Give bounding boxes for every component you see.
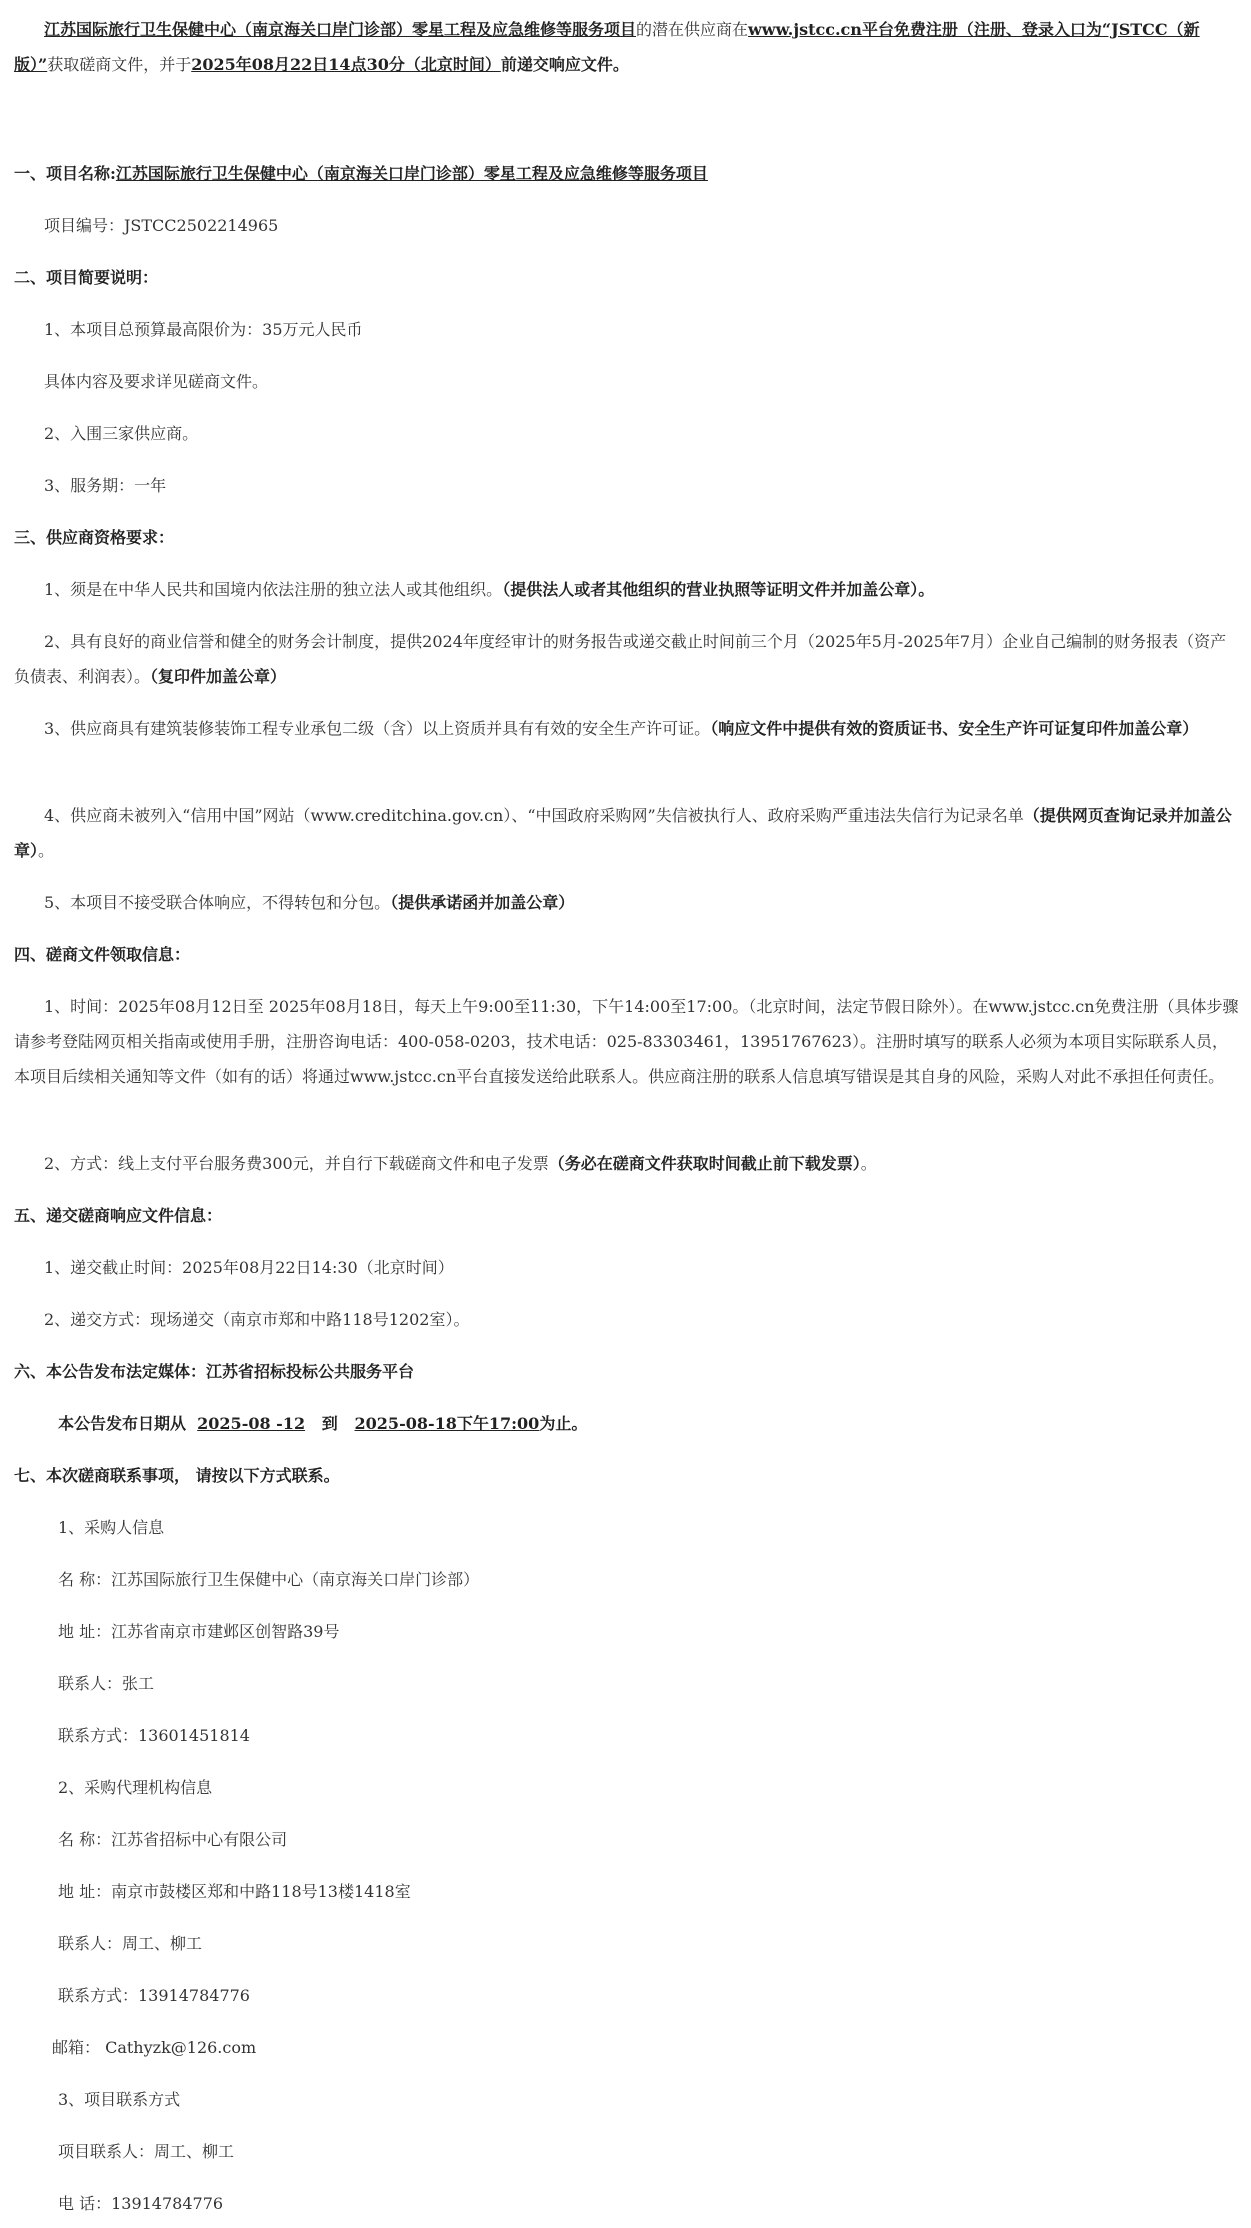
requirement-4-end: 。 [38,841,55,860]
requirement-2-text: 2、具有良好的商业信誉和健全的财务会计制度，提供2024年度经审计的财务报告或递交截止时间前三个月（2025年5月-2025年7月）企业自己编制的财务报表（资产负债表、利润表）。 [14,632,1227,686]
collection-method-end: 。 [860,1154,877,1173]
requirement-1-bold: （提供法人或者其他组织的营业执照等证明文件并加盖公章）。 [502,580,935,599]
section-7-heading: 七、本次磋商联系事项， 请按以下方式联系。 [14,1466,340,1485]
collection-time-paragraph: 1、时间：2025年08月12日至 2025年08月18日，每天上午9:00至11:30，下午14:00至17:00。（北京时间，法定节假日除外）。在www.jstcc.cn免费注册（具体步骤请参考登陆网页相关指南或使用手册，注册咨询电话：400-058-0203，技术电话：025-83303461，13951767623）。注册时填写的联系人必须为本项目实际联系人员，本项目后续相关通知等文件（如有的话）将通过www.jstcc.cn平台直接发送给此联系人。供应商注册的联系人信息填写错误是其自身的风险，采购人对此不承担任何责任。 [14,997,1239,1086]
section-2-heading: 二、项目简要说明： [14,268,159,287]
publication-text-2: 到 [321,1414,338,1433]
requirement-5 [14,885,1239,920]
publication-text-1: 本公告发布日期从 [58,1414,187,1433]
purchaser-address: 地 址：江苏省南京市建邺区创智路39号 [58,1622,340,1641]
service-period-line: 3、服务期：一年 [44,476,167,495]
collection-method-bold: （务必在磋商文件获取时间截止前下载发票） [548,1154,861,1173]
publication-text-3: 为止。 [539,1414,588,1433]
submission-method: 2、递交方式：现场递交（南京市郑和中路118号1202室）。 [44,1310,470,1329]
intro-paragraph [14,12,1239,82]
requirement-3 [14,711,1239,746]
purchaser-phone: 联系方式：13601451814 [58,1726,250,1745]
requirement-4-bold: （提供网页查询记录并加盖公章） [14,806,1232,860]
requirement-4-text: 4、供应商未被列入“信用中国”网站（www.creditchina.gov.cn）、“中国政府采购网”失信被执行人、政府采购严重违法失信行为记录名单 [44,806,1024,825]
budget-line: 1、本项目总预算最高限价为：35万元人民币 [44,320,363,339]
requirement-3-bold: （响应文件中提供有效的资质证书、安全生产许可证复印件加盖公章） [710,719,1199,738]
publication-start-date: 2025-08 -12 [197,1414,306,1433]
suppliers-line: 2、入围三家供应商。 [44,424,199,443]
section-6-heading: 六、本公告发布法定媒体：江苏省招标投标公共服务平台 [14,1362,415,1381]
agency-phone: 联系方式：13914784776 [58,1986,250,2005]
purchaser-contact: 联系人：张工 [58,1674,155,1693]
section-1-label: 一、项目名称: [14,164,116,183]
project-contact-title: 3、项目联系方式 [58,2090,181,2109]
intro-deadline: 2025年08月22日14点30分（北京时间） [191,55,501,74]
intro-text-2: 获取磋商文件，并于 [47,55,192,74]
section-5-heading: 五、递交磋商响应文件信息： [14,1206,223,1225]
agency-email: 邮箱： Cathyzk@126.com [52,2038,257,2057]
agency-title: 2、采购代理机构信息 [58,1778,213,1797]
requirement-1 [14,572,1239,607]
collection-method [14,1146,1239,1181]
agency-address: 地 址：南京市鼓楼区郑和中路118号13楼1418室 [58,1882,411,1901]
requirement-5-text: 5、本项目不接受联合体响应，不得转包和分包。 [44,893,391,912]
collection-method-text: 2、方式：线上支付平台服务费300元，并自行下载磋商文件和电子发票 [44,1154,549,1173]
section-1-project-name: 江苏国际旅行卫生保健中心（南京海关口岸门诊部）零星工程及应急维修等服务项目 [115,164,708,183]
intro-project-name: 江苏国际旅行卫生保健中心（南京海关口岸门诊部）零星工程及应急维修等服务项目 [44,20,637,39]
details-line: 具体内容及要求详见磋商文件。 [44,372,269,391]
requirement-4 [14,798,1239,868]
section-1-heading [14,156,1239,191]
section-3-heading: 三、供应商资格要求： [14,528,175,547]
intro-platform: www.jstcc.cn平台免费注册（注册、登录入口为“JSTCC（新版）” [14,20,1200,74]
agency-contact: 联系人：周工、柳工 [58,1934,203,1953]
intro-text-1: 的潜在供应商在 [636,20,749,39]
section-4-heading: 四、磋商文件领取信息： [14,945,191,964]
agency-name: 名 称：江苏省招标中心有限公司 [58,1830,288,1849]
purchaser-title: 1、采购人信息 [58,1518,165,1537]
requirement-5-bold: （提供承诺函并加盖公章） [390,893,575,912]
project-contact-person: 项目联系人：周工、柳工 [58,2142,235,2161]
publication-period [14,1406,1239,1441]
requirement-1-text: 1、须是在中华人民共和国境内依法注册的独立法人或其他组织。 [44,580,503,599]
requirement-3-text: 3、供应商具有建筑装修装饰工程专业承包二级（含）以上资质并具有有效的安全生产许可证。 [44,719,711,738]
intro-text-3: 前递交响应文件。 [500,55,629,74]
purchaser-name: 名 称：江苏国际旅行卫生保健中心（南京海关口岸门诊部） [58,1570,480,1589]
publication-end-date: 2025-08-18下午17:00 [354,1414,540,1433]
submission-deadline: 1、递交截止时间：2025年08月22日14:30（北京时间） [44,1258,454,1277]
project-number: 项目编号：JSTCC2502214965 [44,216,279,235]
requirement-2-bold: （复印件加盖公章） [150,667,287,686]
project-contact-phone: 电 话：13914784776 [58,2194,224,2213]
requirement-2 [14,624,1239,694]
